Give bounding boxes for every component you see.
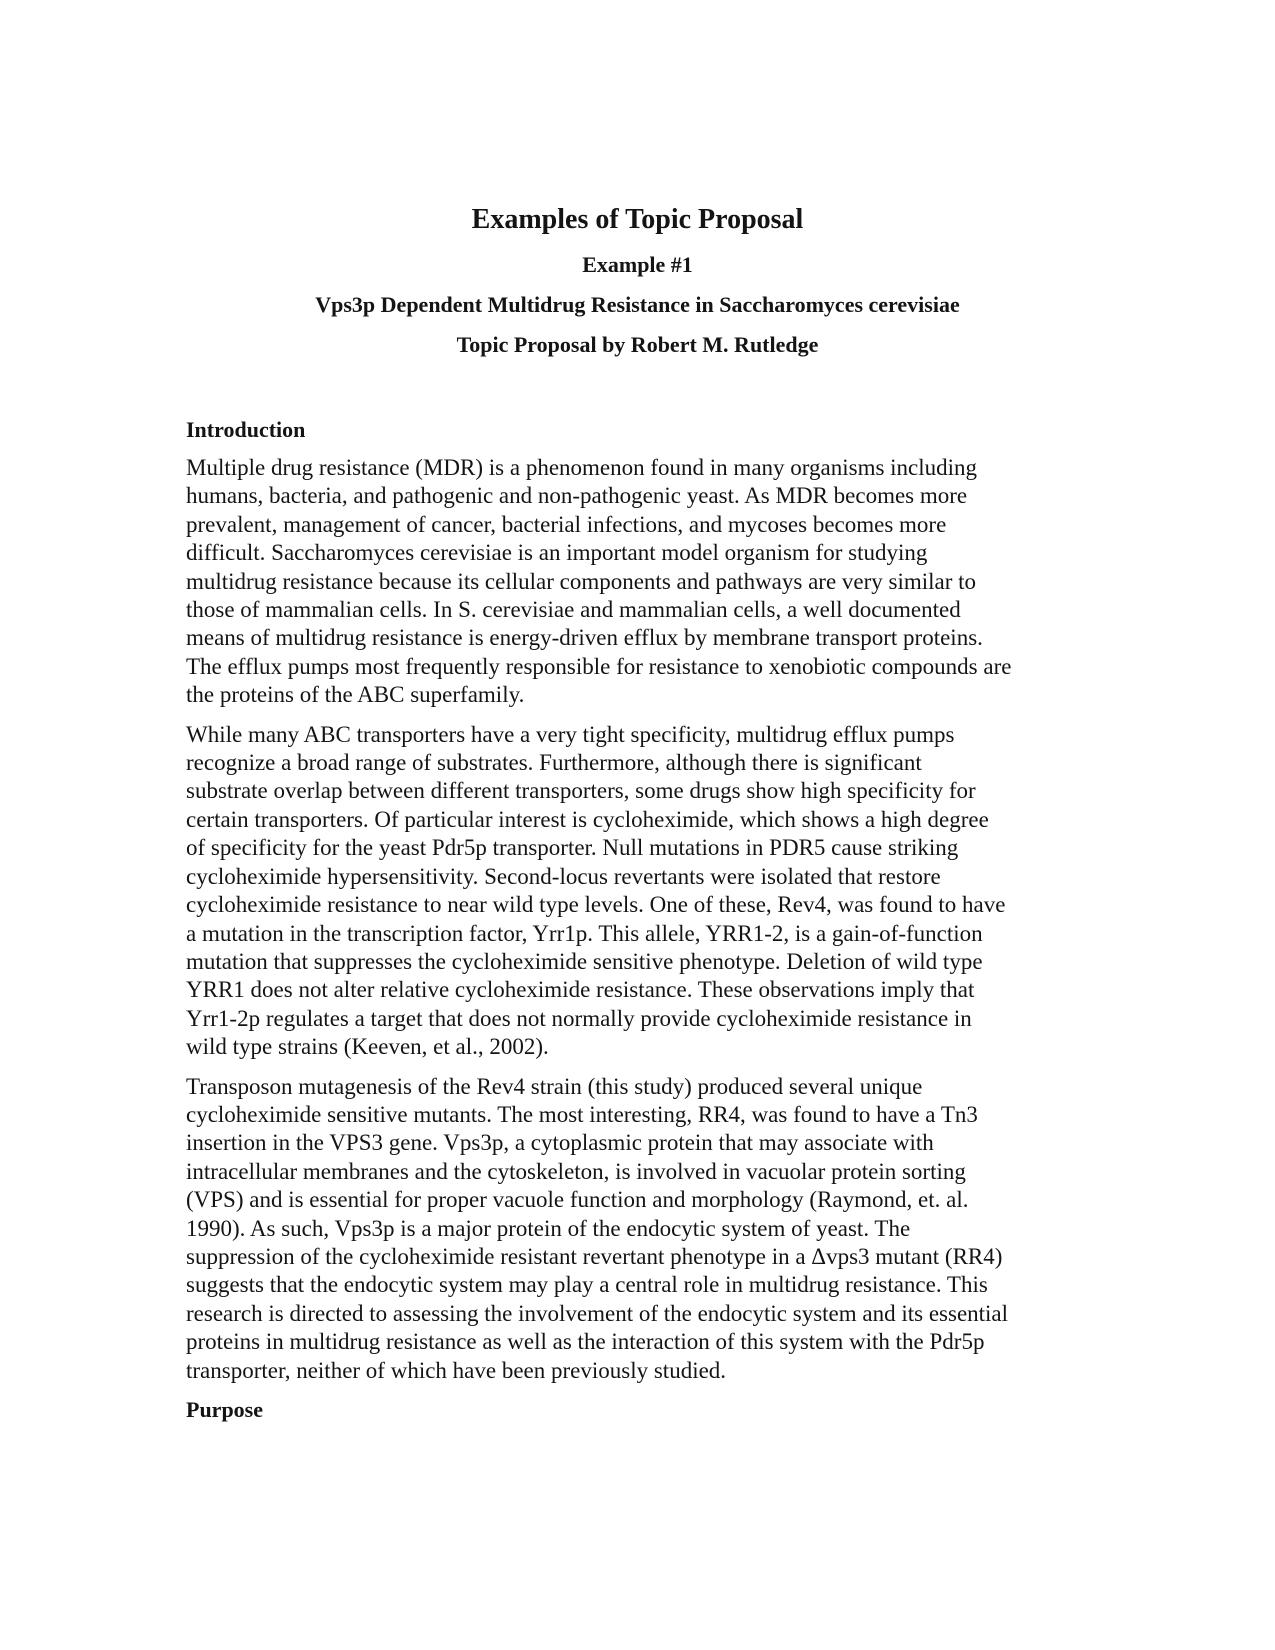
text-line: intracellular membranes and the cytoskeleton, is involved in vacuolar protein sorting bbox=[186, 1158, 966, 1184]
intro-paragraph-3 bbox=[186, 1073, 1086, 1385]
text-line: (VPS) and is essential for proper vacuole function and morphology (Raymond, et. al. bbox=[186, 1187, 969, 1213]
document-body bbox=[186, 416, 1086, 1434]
text-line: of specificity for the yeast Pdr5p transporter. Null mutations in PDR5 cause striking bbox=[186, 835, 959, 861]
text-line: means of multidrug resistance is energy-driven efflux by membrane transport proteins. bbox=[186, 625, 983, 651]
text-line: humans, bacteria, and pathogenic and non-pathogenic yeast. As MDR becomes more bbox=[186, 483, 968, 509]
introduction-heading: Introduction bbox=[186, 417, 306, 442]
text-line: mutation that suppresses the cycloheximide sensitive phenotype. Deletion of wild type bbox=[186, 948, 983, 974]
text-line: suggests that the endocytic system may play a central role in multidrug resistance. This bbox=[186, 1272, 988, 1298]
text-line: cycloheximide hypersensitivity. Second-locus revertants were isolated that restore bbox=[186, 863, 941, 889]
document-title: Examples of Topic Proposal bbox=[471, 204, 804, 235]
text-line: suppression of the cycloheximide resistant revertant phenotype in a Δvps3 mutant (RR4) bbox=[186, 1243, 1003, 1269]
byline: Topic Proposal by Robert M. Rutledge bbox=[456, 332, 819, 357]
text-line: recognize a broad range of substrates. Furthermore, although there is significant bbox=[186, 750, 922, 776]
text-line: While many ABC transporters have a very tight specificity, multidrug efflux pumps bbox=[186, 721, 955, 747]
purpose-heading: Purpose bbox=[186, 1397, 263, 1422]
text-line: The efflux pumps most frequently responsible for resistance to xenobiotic compounds are bbox=[186, 653, 1012, 679]
text-line: cycloheximide sensitive mutants. The most interesting, RR4, was found to have a Tn3 bbox=[186, 1101, 978, 1127]
text-line: 1990). As such, Vps3p is a major protein of the endocytic system of yeast. The bbox=[186, 1215, 911, 1241]
paper-title: Vps3p Dependent Multidrug Resistance in Saccharomyces cerevisiae bbox=[315, 292, 960, 317]
text-line: cycloheximide resistance to near wild type levels. One of these, Rev4, was found to have bbox=[186, 892, 1006, 918]
text-line: research is directed to assessing the involvement of the endocytic system and its essential bbox=[186, 1300, 1009, 1326]
example-label: Example #1 bbox=[582, 252, 693, 277]
text-line: insertion in the VPS3 gene. Vps3p, a cytoplasmic protein that may associate with bbox=[186, 1130, 934, 1156]
text-line: a mutation in the transcription factor, Yrr1p. This allele, YRR1-2, is a gain-of-function bbox=[186, 920, 983, 946]
text-line: Multiple drug resistance (MDR) is a phenomenon found in many organisms including bbox=[186, 455, 978, 480]
text-line: Transposon mutagenesis of the Rev4 strain (this study) produced several unique bbox=[186, 1073, 923, 1099]
intro-paragraph-1 bbox=[186, 454, 1086, 710]
text-line: substrate overlap between different transporters, some drugs show high specificity for bbox=[186, 778, 976, 804]
text-line: multidrug resistance because its cellular components and pathways are very similar to bbox=[186, 568, 977, 594]
text-line: Yrr1-2p regulates a target that does not normally provide cycloheximide resistance in bbox=[186, 1005, 972, 1031]
text-line: difficult. Saccharomyces cerevisiae is an important model organism for studying bbox=[186, 540, 928, 566]
text-line: certain transporters. Of particular interest is cycloheximide, which shows a high degree bbox=[186, 806, 989, 832]
text-line: proteins in multidrug resistance as well as the interaction of this system with the Pdr5p bbox=[186, 1329, 985, 1355]
text-line: prevalent, management of cancer, bacterial infections, and mycoses becomes more bbox=[186, 511, 947, 537]
text-line: the proteins of the ABC superfamily. bbox=[186, 682, 525, 708]
text-line: those of mammalian cells. In S. cerevisiae and mammalian cells, a well documented bbox=[186, 597, 961, 623]
intro-paragraph-2 bbox=[186, 721, 1086, 1062]
text-line: YRR1 does not alter relative cycloheximide resistance. These observations imply that bbox=[186, 977, 975, 1003]
text-line: wild type strains (Keeven, et al., 2002). bbox=[186, 1034, 549, 1060]
text-line: transporter, neither of which have been previously studied. bbox=[186, 1357, 727, 1383]
